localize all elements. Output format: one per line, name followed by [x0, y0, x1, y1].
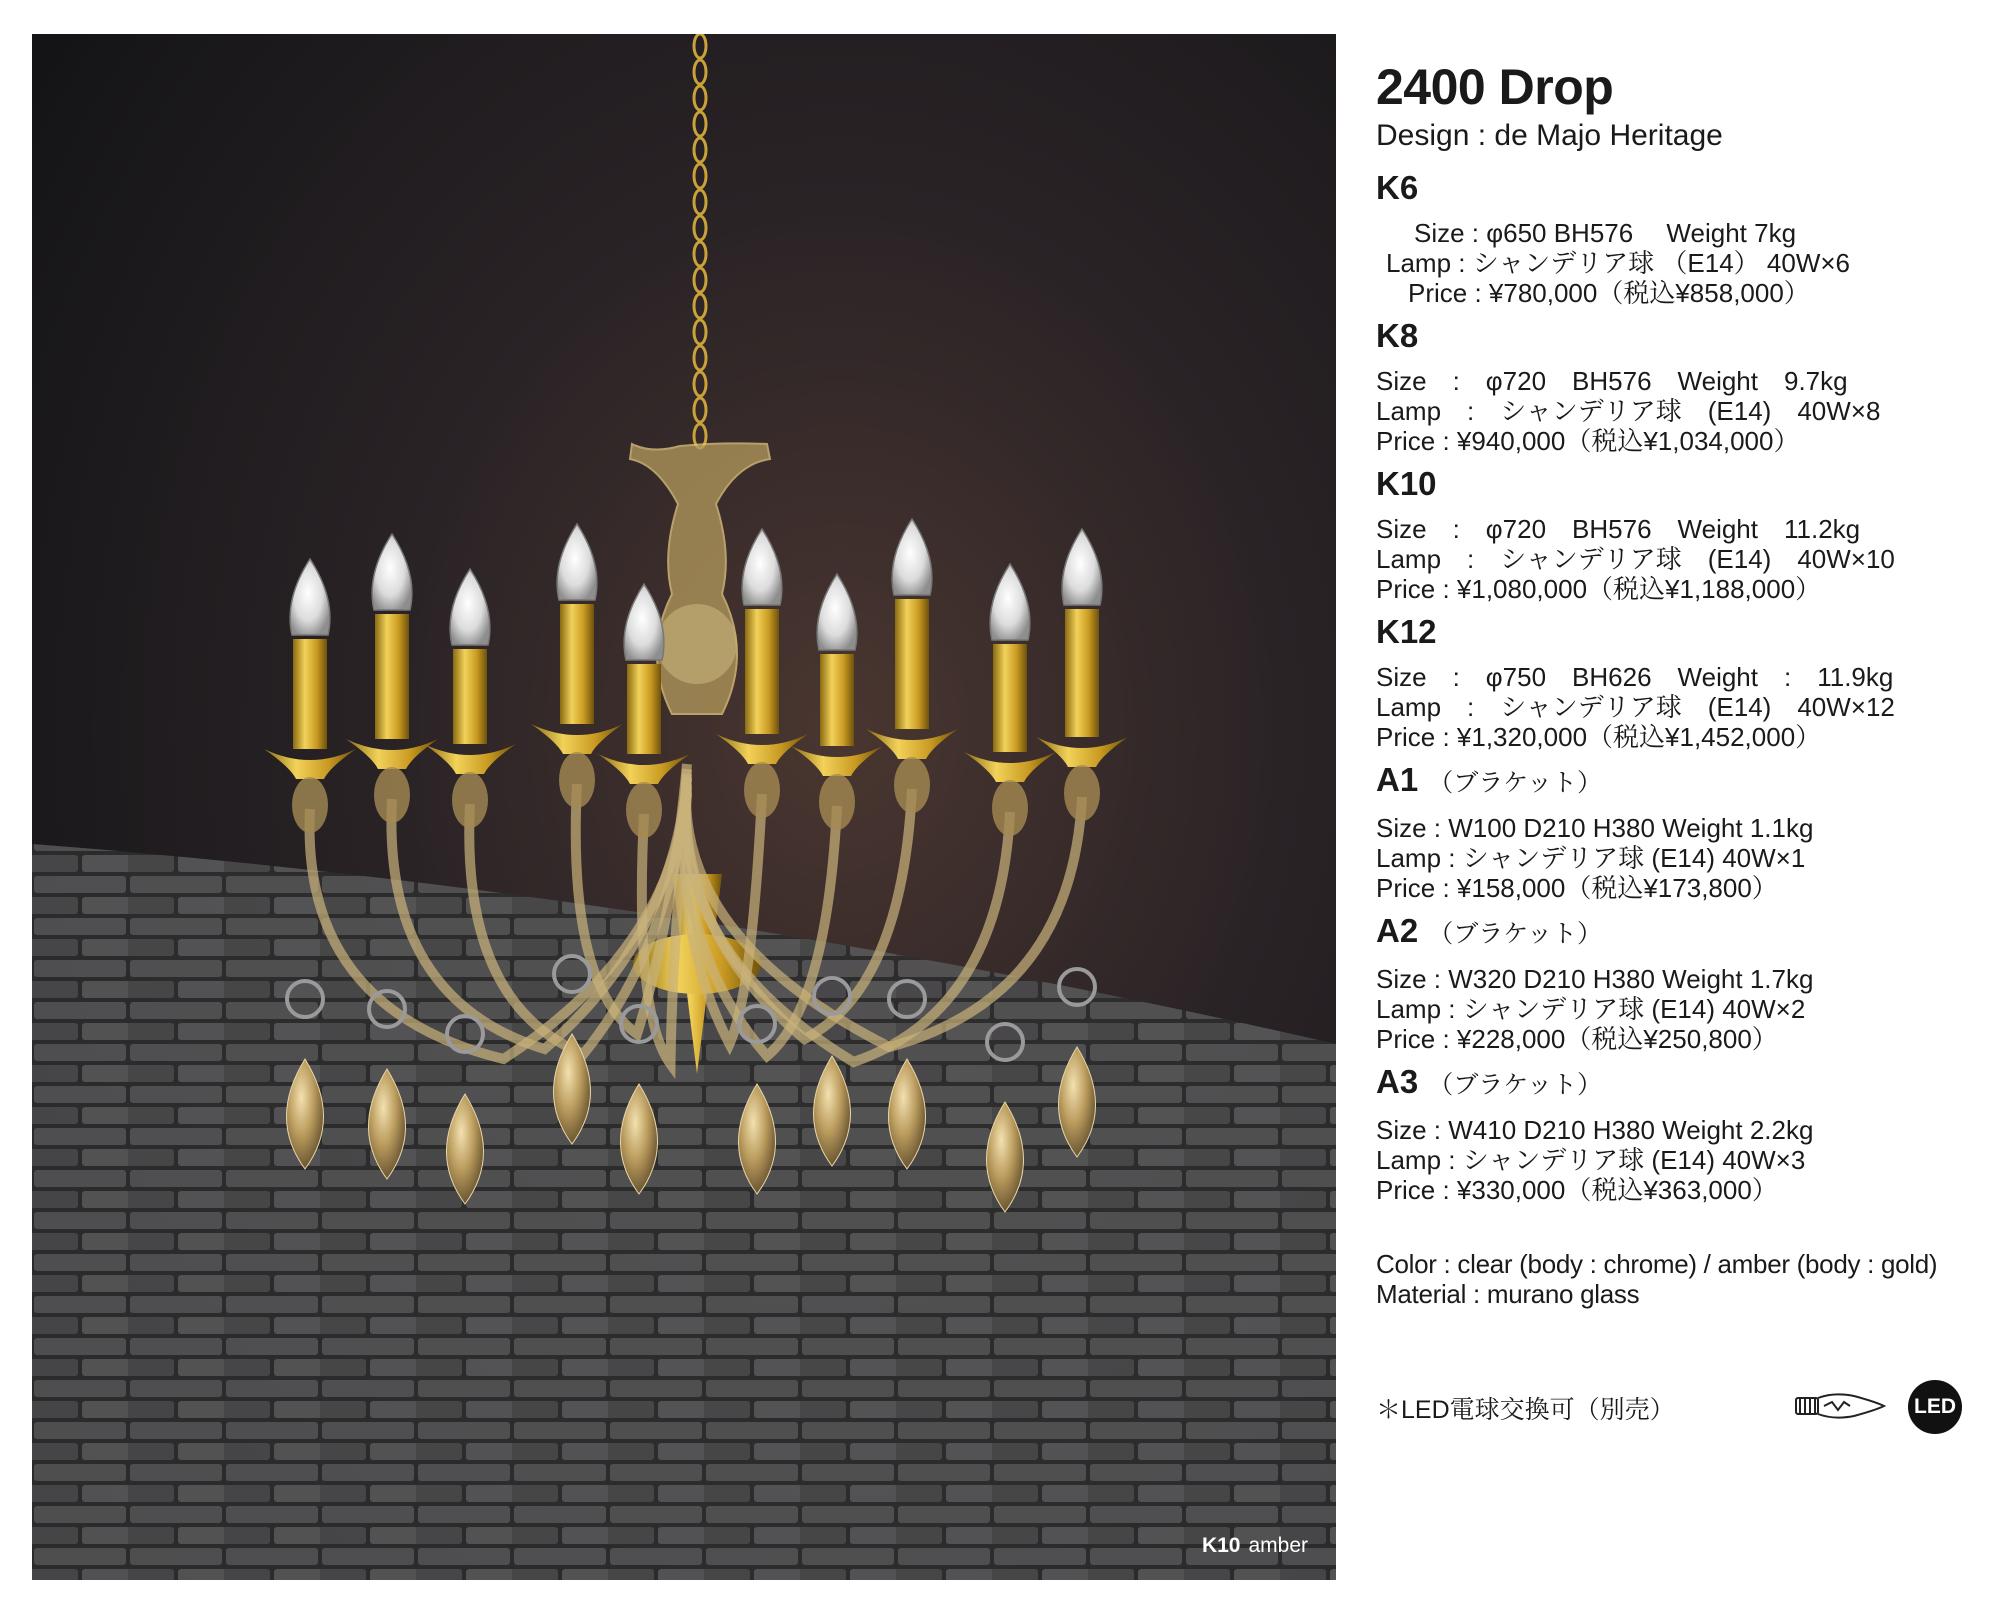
- price-line: Price : ¥1,320,000（税込¥1,452,000）: [1376, 722, 1822, 752]
- glass-bobeche: [819, 774, 855, 830]
- candle-sleeve: [560, 604, 594, 724]
- size-line: Size : φ750 BH626 Weight : 11.9kg: [1376, 662, 1894, 692]
- material-line: Material : murano glass: [1376, 1279, 1640, 1309]
- lamp-line: Lamp : シャンデリア球 (E14) 40W×8: [1376, 396, 1881, 426]
- model-name: [1376, 1062, 1976, 1105]
- model-name: [1376, 464, 1976, 504]
- model-name: [1376, 911, 1976, 954]
- product-photo: [32, 34, 1336, 1580]
- model-specs: [1376, 514, 1976, 604]
- price-line: Price : ¥158,000（税込¥173,800）: [1376, 873, 1778, 903]
- lamp-line: Lamp : シャンデリア球 (E14) 40W×1: [1376, 843, 1806, 873]
- model-a1: [1376, 760, 1976, 903]
- glass-bobeche: [626, 782, 662, 838]
- candle-bulb-icon: [1794, 1386, 1886, 1426]
- glass-bobeche: [292, 777, 328, 833]
- caption-color: amber: [1248, 1534, 1308, 1557]
- model-name: [1376, 760, 1976, 803]
- photo-caption: [1202, 1534, 1308, 1558]
- chandelier-illustration: [32, 34, 1336, 1580]
- material-notes: [1376, 1249, 1976, 1309]
- model-specs: [1376, 1115, 1976, 1205]
- price-line: Price : ¥228,000（税込¥250,800）: [1376, 1024, 1778, 1054]
- model-k12: [1376, 612, 1976, 752]
- model-k10: [1376, 464, 1976, 604]
- model-k8: [1376, 316, 1976, 456]
- glass-bobeche: [559, 752, 595, 808]
- candle-sleeve: [745, 609, 779, 734]
- color-line: Color : clear (body : chrome) / amber (body : gold): [1376, 1249, 1938, 1279]
- lamp-line: Lamp : シャンデリア球 (E14) 40W×2: [1376, 994, 1806, 1024]
- model-a2: [1376, 911, 1976, 1054]
- price-line: Price : ¥1,080,000（税込¥1,188,000）: [1376, 574, 1822, 604]
- model-code: K10: [1376, 465, 1437, 502]
- model-name: [1376, 168, 1976, 208]
- model-type: （ブラケット）: [1428, 769, 1602, 797]
- candle-sleeve: [453, 649, 487, 744]
- price-line: Price : ¥940,000（税込¥1,034,000）: [1376, 426, 1800, 456]
- model-code: K8: [1376, 317, 1419, 354]
- model-type: （ブラケット）: [1428, 1071, 1602, 1099]
- candle-sleeve: [375, 614, 409, 739]
- size-line: Size : φ650 BH576 Weight 7kg: [1414, 218, 1797, 248]
- candle-sleeve: [1065, 609, 1099, 737]
- size-line: Size : W320 D210 H380 Weight 1.7kg: [1376, 964, 1814, 994]
- model-specs: [1376, 662, 1976, 752]
- product-title: 2400 Drop: [1376, 59, 1614, 115]
- size-line: Size : φ720 BH576 Weight 9.7kg: [1376, 366, 1848, 396]
- glass-bobeche: [452, 772, 488, 828]
- glass-bobeche: [374, 767, 410, 823]
- candle-sleeve: [993, 644, 1027, 752]
- model-type: （ブラケット）: [1428, 920, 1602, 948]
- model-specs: [1376, 964, 1976, 1054]
- candle-sleeve: [293, 639, 327, 749]
- led-badge-icon: LED: [1908, 1380, 1962, 1434]
- led-note: ＊LED電球交換可（別売）: [1376, 1396, 1675, 1424]
- glass-bobeche: [744, 762, 780, 818]
- model-a3: [1376, 1062, 1976, 1205]
- lamp-line: Lamp : シャンデリア球 (E14) 40W×10: [1376, 544, 1895, 574]
- model-code: A1: [1376, 761, 1419, 798]
- glass-bobeche: [992, 780, 1028, 836]
- model-code: A2: [1376, 912, 1419, 949]
- candle-sleeve: [895, 599, 929, 729]
- size-line: Size : φ720 BH576 Weight 11.2kg: [1376, 514, 1861, 544]
- lamp-line: Lamp : シャンデリア球 (E14) 40W×3: [1376, 1145, 1806, 1175]
- model-k6: [1376, 168, 1976, 308]
- model-code: K6: [1376, 169, 1419, 206]
- candle-sleeve: [627, 664, 661, 754]
- size-line: Size : W100 D210 H380 Weight 1.1kg: [1376, 813, 1814, 843]
- price-line: Price : ¥330,000（税込¥363,000）: [1376, 1175, 1778, 1205]
- model-name: [1376, 612, 1976, 652]
- lamp-line: Lamp : シャンデリア球 (E14) 40W×12: [1376, 692, 1895, 722]
- model-code: A3: [1376, 1063, 1419, 1100]
- model-code: K12: [1376, 613, 1437, 650]
- glass-bobeche: [894, 757, 930, 813]
- model-specs: [1376, 366, 1976, 456]
- lamp-line: Lamp : シャンデリア球 （E14） 40W×6: [1386, 248, 1851, 278]
- candle-sleeve: [820, 654, 854, 746]
- model-name: [1376, 316, 1976, 356]
- price-line: Price : ¥780,000（税込¥858,000）: [1408, 278, 1810, 308]
- model-specs: [1376, 813, 1976, 903]
- caption-model: K10: [1201, 1534, 1241, 1557]
- designer-line: Design : de Majo Heritage: [1376, 119, 1723, 152]
- product-info: [1376, 56, 1976, 1309]
- model-specs: [1376, 218, 1976, 308]
- glass-bobeche: [1064, 765, 1100, 821]
- size-line: Size : W410 D210 H380 Weight 2.2kg: [1376, 1115, 1814, 1145]
